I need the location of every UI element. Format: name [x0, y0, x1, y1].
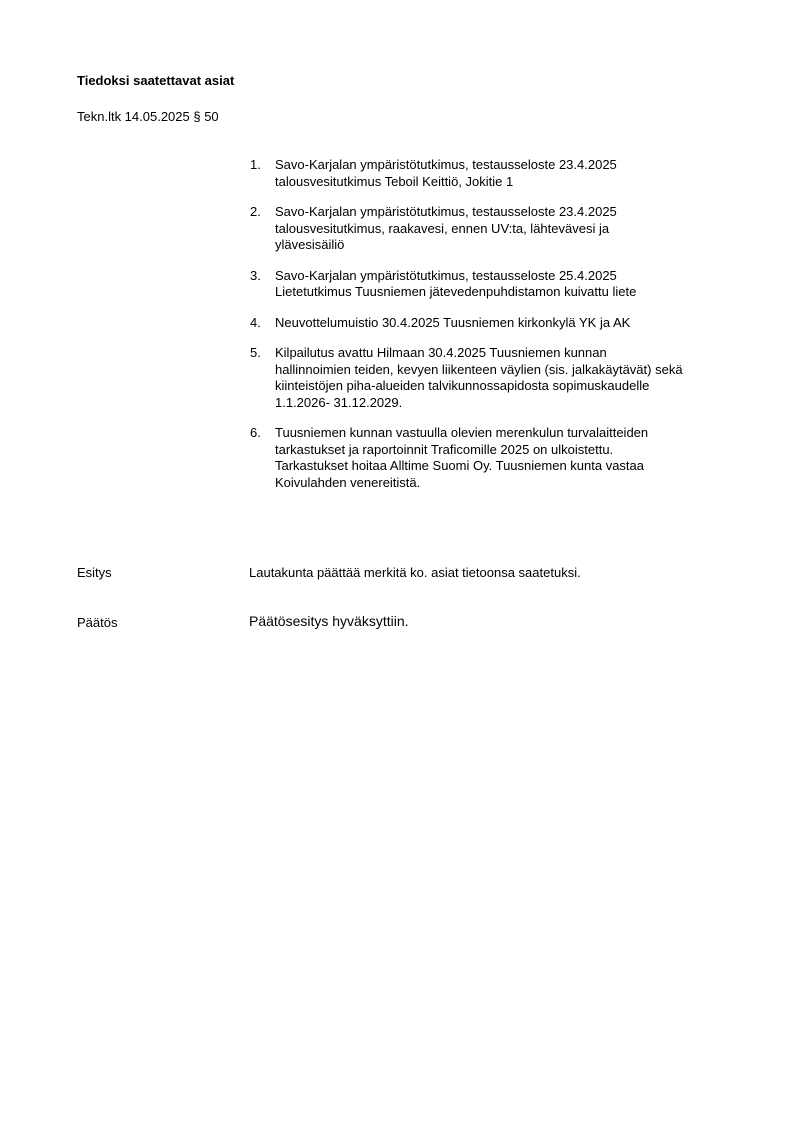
item-line: talousvesitutkimus Teboil Keittiö, Jokitie 1	[275, 173, 514, 189]
item-number: 4.	[250, 314, 261, 330]
item-line: Savo-Karjalan ympäristötutkimus, testausseloste 23.4.2025	[275, 157, 617, 172]
item-text	[275, 315, 760, 332]
item-text	[275, 268, 760, 301]
list-item	[250, 425, 760, 491]
item-line: Neuvottelumuistio 30.4.2025 Tuusniemen kirkonkylä YK ja AK	[275, 314, 631, 330]
list-item	[250, 345, 760, 411]
item-text	[275, 204, 760, 254]
item-line: ylävesisäiliö	[275, 237, 345, 252]
item-number: 1.	[250, 157, 261, 172]
page-title: Tiedoksi saatettavat asiat	[77, 73, 235, 88]
item-line: Lietetutkimus Tuusniemen jätevedenpuhdistamon kuivattu liete	[275, 284, 637, 299]
item-line: Savo-Karjalan ympäristötutkimus, testausseloste 23.4.2025	[275, 204, 617, 219]
list-item	[250, 315, 760, 332]
paatos-text: Päätösesitys hyväksyttiin.	[249, 613, 409, 629]
list-item	[250, 268, 760, 301]
item-number: 3.	[250, 267, 261, 283]
esitys-label: Esitys	[77, 565, 112, 580]
item-line: Tarkastukset hoitaa Alltime Suomi Oy. Tuusniemen kunta vastaa	[275, 458, 644, 473]
item-text	[275, 345, 760, 411]
item-line: hallinnoimien teiden, kevyen liikenteen väylien (sis. jalkakäytävät) sekä	[275, 361, 683, 377]
item-text	[275, 157, 760, 190]
informational-items-list	[250, 157, 760, 505]
item-line: Kilpailutus avattu Hilmaan 30.4.2025 Tuusniemen kunnan	[275, 345, 607, 360]
item-line: Koivulahden venereitistä.	[275, 474, 421, 490]
item-line: kiinteistöjen piha-alueiden talvikunnossapidosta sopimuskaudelle	[275, 378, 650, 393]
item-line: Savo-Karjalan ympäristötutkimus, testausseloste 25.4.2025	[275, 267, 617, 283]
list-item	[250, 204, 760, 254]
item-line: Tuusniemen kunnan vastuulla olevien merenkulun turvalaitteiden	[275, 425, 649, 440]
item-number: 6.	[250, 425, 261, 440]
meeting-reference: Tekn.ltk 14.05.2025 § 50	[77, 109, 219, 124]
item-number: 2.	[250, 204, 261, 219]
item-line: 1.1.2026- 31.12.2029.	[275, 394, 403, 410]
list-item	[250, 157, 760, 190]
item-number: 5.	[250, 345, 261, 360]
paatos-label: Päätös	[77, 615, 118, 630]
esitys-text: Lautakunta päättää merkitä ko. asiat tietoonsa saatetuksi.	[249, 565, 581, 580]
item-line: tarkastukset ja raportoinnit Traficomille 2025 on ulkoistettu.	[275, 441, 614, 457]
item-line: talousvesitutkimus, raakavesi, ennen UV:ta, lähtevävesi ja	[275, 220, 610, 236]
item-text	[275, 425, 760, 491]
